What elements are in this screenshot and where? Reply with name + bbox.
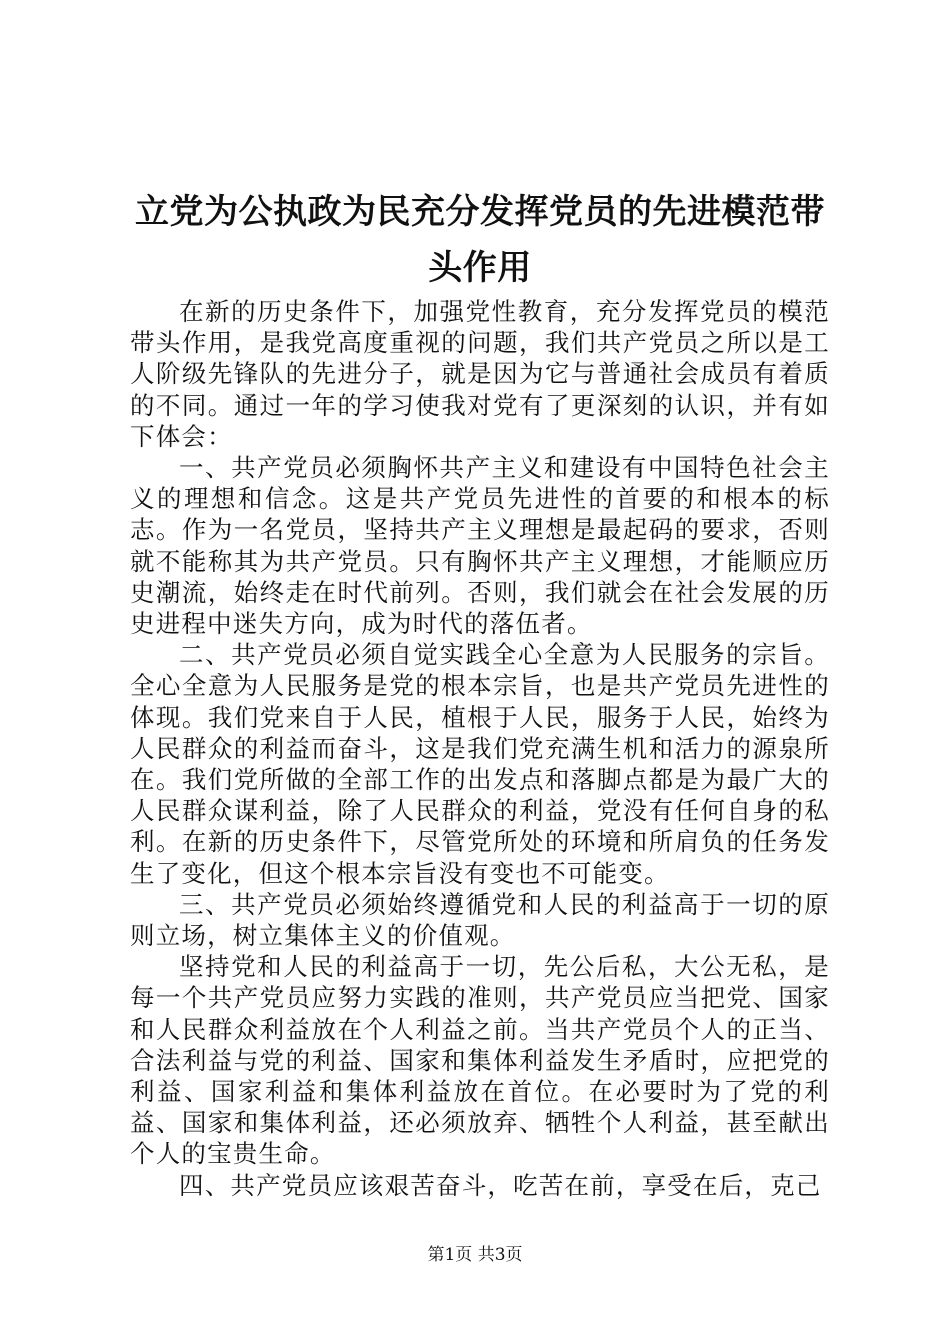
paragraph: 坚持党和人民的利益高于一切，先公后私，大公无私，是每一个共产党员应努力实践的准则，共产党员应当把党、国家和人民群众利益放在个人利益之前。当共产党员个人的正当、合法利益与党的利益、国家和集体利益发生矛盾时，应把党的利益、国家利益和集体利益放在首位。在必要时为了党的利益、国家和集体利益，还必须放弃、牺牲个人利益，甚至献出个人的宝贵生命。: [130, 952, 830, 1169]
paragraph: 四、共产党员应该艰苦奋斗，吃苦在前，享受在后，克己: [179, 1170, 822, 1200]
paragraph: 二、共产党员必须自觉实践全心全意为人民服务的宗旨。全心全意为人民服务是党的根本宗旨，也是共产党员先进性的体现。我们党来自于人民，植根于人民，服务于人民，始终为人民群众的利益而奋斗，这是我们党充满生机和活力的源泉所在。我们党所做的全部工作的出发点和落脚点都是为最广大的人民群众谋利益，除了人民群众的利益，党没有任何自身的私利。在新的历史条件下，尽管党所处的环境和所肩负的任务发生了变化，但这个根本宗旨没有变也不可能变。: [130, 640, 830, 888]
document-title: 立党为公执政为民充分发挥党员的先进模范带头作用: [135, 192, 825, 288]
paragraph: 三、共产党员必须始终遵循党和人民的利益高于一切的原则立场，树立集体主义的价值观。: [130, 889, 830, 951]
paragraph: 在新的历史条件下，加强党性教育，充分发挥党员的模范带头作用，是我党高度重视的问题，我们共产党员之所以是工人阶级先锋队的先进分子，就是因为它与普通社会成员有着质的不同。通过一年的学习使我对党有了更深刻的认识，并有如下体会：: [130, 297, 830, 451]
paragraph: 一、共产党员必须胸怀共产主义和建设有中国特色社会主义的理想和信念。这是共产党员先进性的首要的和根本的标志。作为一名党员，坚持共产主义理想是最起码的要求，否则就不能称其为共产党员。只有胸怀共产主义理想，才能顺应历史潮流，始终走在时代前列。否则，我们就会在社会发展的历史进程中迷失方向，成为时代的落伍者。: [130, 453, 830, 639]
document-body: [130, 296, 830, 1201]
page-number-footer: 第1页 共3页: [427, 1245, 523, 1265]
